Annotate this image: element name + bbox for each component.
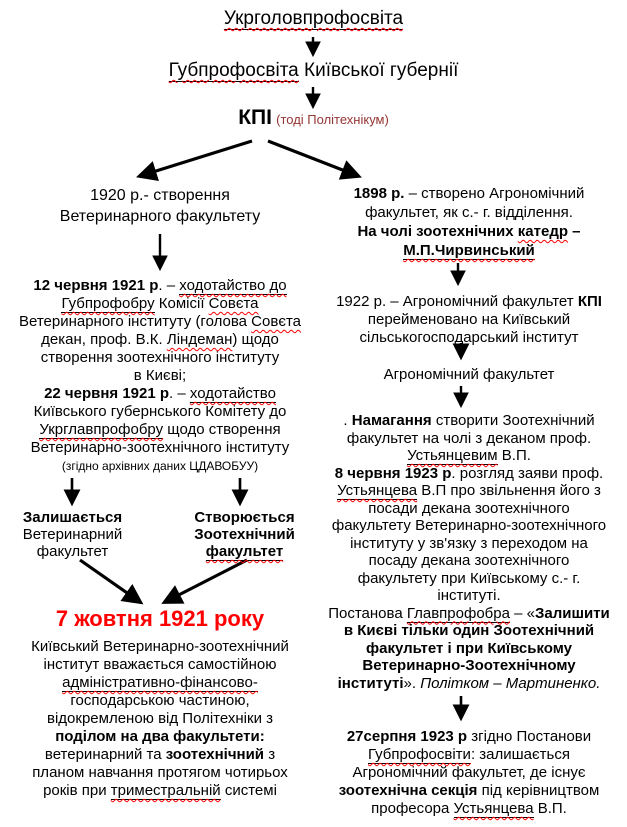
arrow-diagonal-right-icon <box>268 141 358 176</box>
node-summary-institute: Київський Ветеринарно-зоотехнічний інститут вважається самостійною адміністративно-фінансово- господарською частиною, відокремленою від Політехніки з поділом на два факультети: ветеринарний та зоотехнічний з планом навчання протягом чотирьох років при триместральній системі <box>31 638 289 799</box>
node-date-7-october-1921: 7 жовтня 1921 року <box>55 606 265 631</box>
node-ukrholovprofosvita: Укрголовпрофосвіта <box>223 8 404 29</box>
node-kpi: КПІ (тоді Політехнікум) <box>238 106 389 129</box>
arrow-converge-left-icon <box>80 560 140 602</box>
node-aug-1923: 27серпня 1923 р згідно Постанови Губпрофосвіти: залишається Агрономічний факультет, де існує зоотехнічна секція під керівництвом професора Устьянцева В.П. <box>338 728 600 817</box>
arrow-converge-right-icon <box>165 560 247 602</box>
node-hubprofosvita: Губпрофосвіта Київської губернії <box>168 60 459 81</box>
node-branch-zoo: Створюється Зоотехнічний факультет <box>194 509 295 560</box>
node-branch-vet: Залишається Ветеринарний факультет <box>22 509 123 560</box>
node-petition-1921: 12 червня 1921 р. – ходотайство до Губпрофобру Комісії Совєта Ветеринарного інституту (голова Совєта декан, проф. В.К. Ліндеман) щодо створення зоотехнічного інституту в Києві; 22 червня 1921 р. – ходотайство Київського губернського Комітету до Укрглавпрофобру щодо створення Ветеринарно-зоотехнічного інституту (згідно архівних даних ЦДАВОБУУ) <box>18 277 302 473</box>
node-zoo-1923: . Намагання створити Зоотехнічний факультет на чолі з деканом проф. Устьянцевим В.П. 8 червня 1923 р. розгляд заяви проф. Устьянцева В.П про звільнення його з посади декана зоотехнічного факультету Ветеринарно-зоотехнічного інституту у зв'язку з переходом на посаду декана зоотехнічного факультету при Київському с.- г. інституті. Постанова Главпрофобра – «Залишити в Києві тільки один Зоотехнічний факультет і при Київському Ветеринарно-Зоотехнічному інституті». Політком – Мартиненко. <box>328 412 610 692</box>
node-rename-1922: 1922 р. – Агрономічний факультет КПІ перейменовано на Київський сільськогосподарський інститут <box>336 293 602 346</box>
node-vet-1920: 1920 р.- створення Ветеринарного факультету <box>59 187 261 225</box>
node-agro-1898: 1898 р. – створено Агрономічний факультет, як с.- г. відділення. На чолі зоотехнічних катедр – М.П.Чирвинський <box>353 185 585 259</box>
node-agro-faculty: Агрономічний факультет <box>383 366 555 383</box>
arrow-diagonal-left-icon <box>140 141 252 176</box>
